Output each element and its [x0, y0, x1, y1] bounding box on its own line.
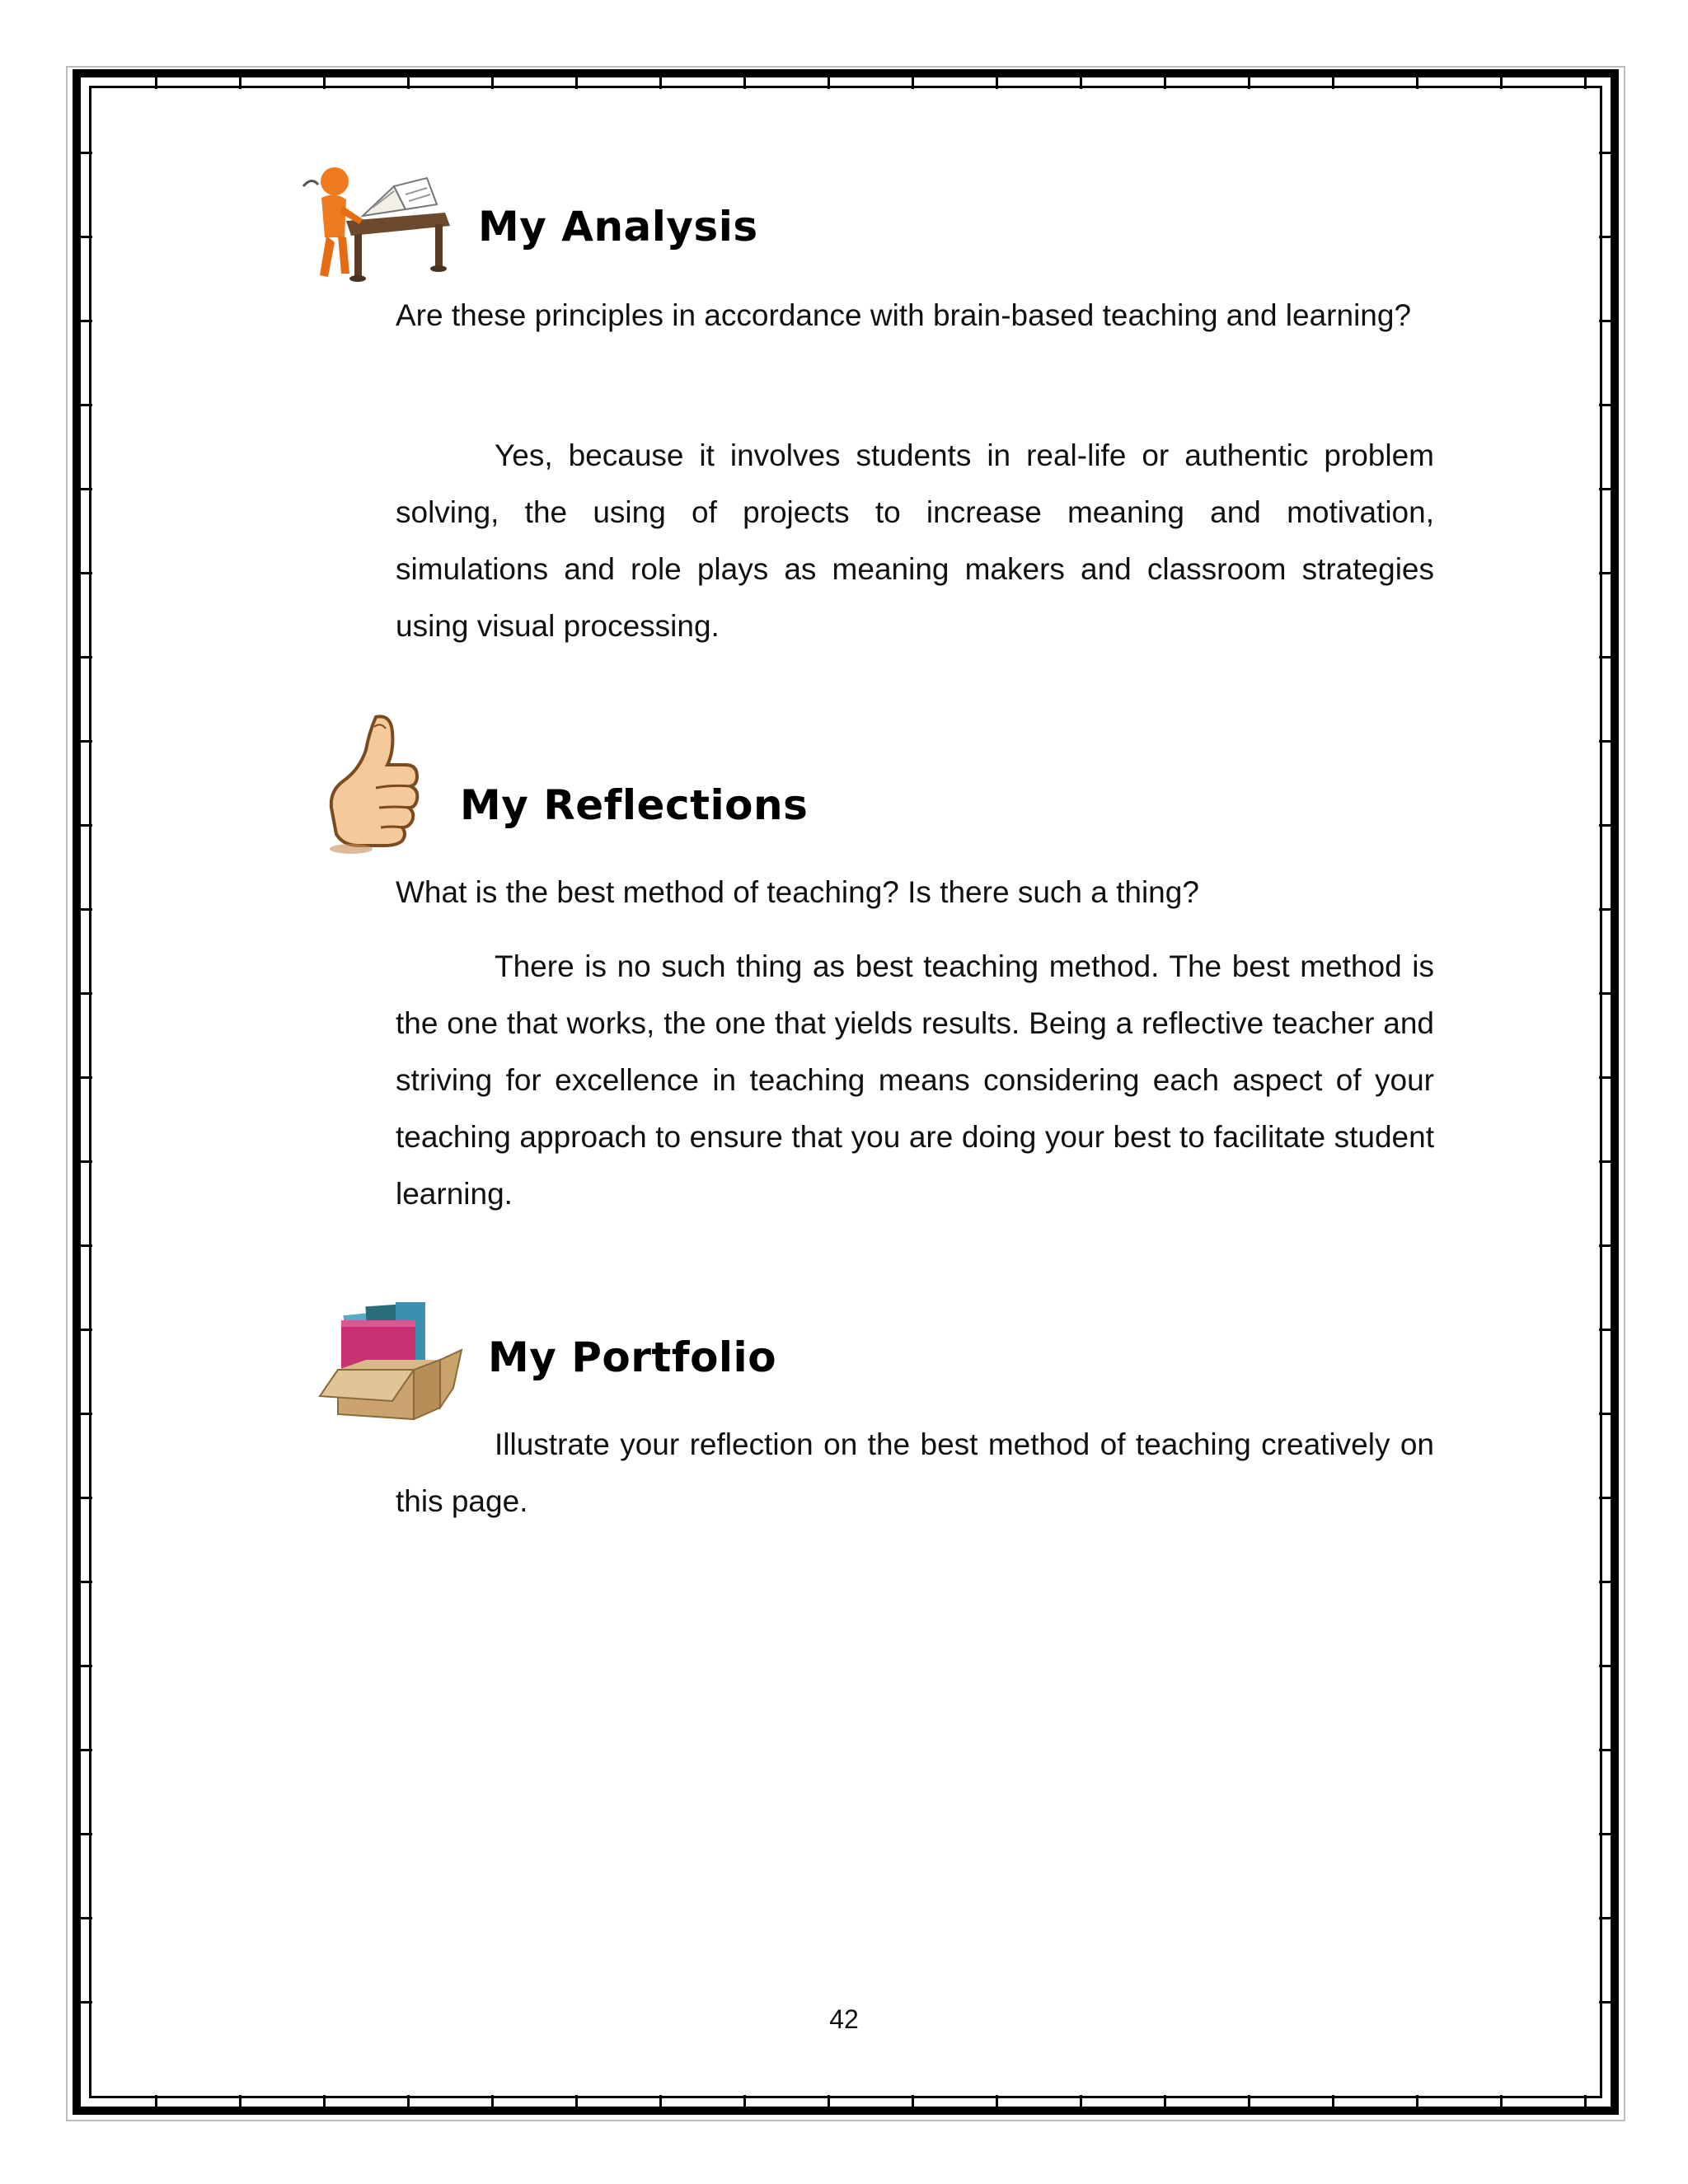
border-tick — [239, 2095, 241, 2107]
border-tick — [1599, 824, 1611, 827]
analysis-heading: My Analysis — [478, 203, 758, 251]
border-tick — [1599, 740, 1611, 743]
border-tick — [575, 77, 578, 89]
border-tick — [81, 656, 92, 658]
border-tick — [323, 2095, 326, 2107]
border-tick — [1332, 2095, 1334, 2107]
border-tick — [743, 2095, 746, 2107]
border-tick — [659, 77, 662, 89]
border-tick — [81, 404, 92, 406]
border-tick — [81, 824, 92, 827]
border-tick — [1599, 488, 1611, 490]
border-tick — [1584, 77, 1587, 89]
border-tick — [1599, 992, 1611, 995]
reflections-question: What is the best method of teaching? Is there such a thing? — [396, 875, 1199, 909]
border-tick — [1416, 77, 1418, 89]
analysis-question: Are these principles in accordance with brain-based teaching and learning? — [396, 298, 1412, 332]
border-tick — [1599, 1749, 1611, 1751]
border-tick — [1584, 2095, 1587, 2107]
border-tick — [239, 77, 241, 89]
border-tick — [81, 1581, 92, 1583]
border-tick — [81, 1076, 92, 1079]
border-tick — [1164, 77, 1166, 89]
border-tick — [743, 77, 746, 89]
border-tick — [1599, 1581, 1611, 1583]
portfolio-heading: My Portfolio — [488, 1333, 777, 1381]
border-tick — [81, 1833, 92, 1835]
border-tick — [155, 77, 157, 89]
box-of-books-icon — [316, 1291, 470, 1422]
border-tick — [1599, 404, 1611, 406]
border-tick — [407, 2095, 410, 2107]
border-tick — [491, 77, 494, 89]
border-tick — [407, 77, 410, 89]
border-tick — [1599, 1917, 1611, 1919]
border-tick — [81, 1497, 92, 1499]
portfolio-instruction: Illustrate your reflection on the best method of teaching creatively on this page. — [396, 1427, 1434, 1518]
border-tick — [323, 77, 326, 89]
border-tick — [1164, 2095, 1166, 2107]
border-tick — [912, 2095, 914, 2107]
border-tick — [1599, 1413, 1611, 1415]
border-tick — [1080, 77, 1082, 89]
border-tick — [1248, 2095, 1250, 2107]
border-tick — [81, 908, 92, 911]
border-tick — [81, 1329, 92, 1331]
border-tick — [1599, 1833, 1611, 1835]
border-tick — [81, 1665, 92, 1667]
border-tick — [81, 1244, 92, 1247]
border-tick — [1500, 2095, 1503, 2107]
border-tick — [1599, 1076, 1611, 1079]
border-tick — [659, 2095, 662, 2107]
border-tick — [155, 2095, 157, 2107]
border-tick — [81, 488, 92, 490]
reflections-heading: My Reflections — [460, 781, 809, 829]
border-tick — [1599, 1497, 1611, 1499]
border-tick — [81, 572, 92, 574]
border-tick — [81, 236, 92, 238]
reader-at-desk-icon — [297, 162, 453, 285]
border-tick — [81, 2001, 92, 2004]
page-number: 42 — [829, 2004, 859, 2034]
border-tick — [1500, 77, 1503, 89]
border-tick — [575, 2095, 578, 2107]
thumbs-up-icon — [326, 710, 434, 859]
border-tick — [81, 320, 92, 322]
border-tick — [81, 992, 92, 995]
border-tick — [81, 152, 92, 154]
border-tick — [1599, 1244, 1611, 1247]
border-tick — [1599, 236, 1611, 238]
border-tick — [996, 2095, 998, 2107]
border-tick — [1599, 1160, 1611, 1163]
border-tick — [1599, 908, 1611, 911]
border-tick — [1599, 152, 1611, 154]
border-tick — [828, 77, 830, 89]
border-tick — [81, 740, 92, 743]
analysis-answer: Yes, because it involves students in real-life or authentic problem solving, the using of projects to increase meaning and motivation, simulations and role plays as meaning makers and classroom strategies using visual processing. — [396, 438, 1434, 643]
border-tick — [1080, 2095, 1082, 2107]
border-tick — [996, 77, 998, 89]
border-tick — [491, 2095, 494, 2107]
border-tick — [1599, 1665, 1611, 1667]
border-tick — [1332, 77, 1334, 89]
border-tick — [828, 2095, 830, 2107]
border-tick — [1599, 656, 1611, 658]
border-tick — [1599, 320, 1611, 322]
border-tick — [81, 1160, 92, 1163]
border-tick — [81, 1749, 92, 1751]
border-tick — [1248, 77, 1250, 89]
reflections-answer: There is no such thing as best teaching method. The best method is the one that works, the one that yields results. Being a reflective teacher and striving for excellence in teaching means considering each aspect of your teaching approach to ensure that you are doing your best to facilitate student learning. — [396, 949, 1434, 1211]
border-tick — [1599, 2001, 1611, 2004]
border-tick — [81, 1413, 92, 1415]
border-tick — [81, 1917, 92, 1919]
border-tick — [1599, 1329, 1611, 1331]
border-tick — [1599, 572, 1611, 574]
border-tick — [912, 77, 914, 89]
border-tick — [1416, 2095, 1418, 2107]
